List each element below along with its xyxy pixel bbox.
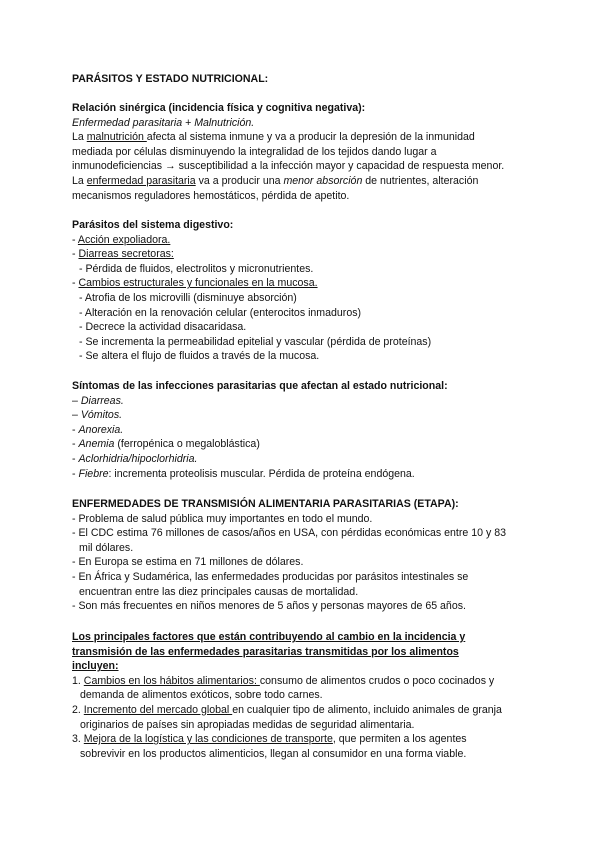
formula-line: Enfermedad parasitaria + Malnutrición. xyxy=(72,116,255,129)
list-item: - En Europa se estima en 71 millones de dólares. xyxy=(72,556,304,569)
numbered-item: 3. Mejora de la logística y las condiciones de transporte, que permiten a los agentes xyxy=(72,733,467,746)
paragraph-line: mediada por células disminuyendo la integralidad de los tejidos dando lugar a xyxy=(72,145,437,158)
page-title: PARÁSITOS Y ESTADO NUTRICIONAL: xyxy=(72,73,269,85)
paragraph-line: La enfermedad parasitaria va a producir una menor absorción de nutrientes, alteración xyxy=(72,174,479,187)
list-item: - Cambios estructurales y funcionales en la mucosa. xyxy=(72,277,318,290)
section-symptoms xyxy=(72,379,532,481)
list-item: - Fiebre: incrementa proteolisis muscular. Pérdida de proteína endógena. xyxy=(72,467,415,480)
list-item: - Diarreas secretoras: xyxy=(72,248,174,261)
sub-list-item: - Se incrementa la permeabilidad epitelial y vascular (pérdida de proteínas) xyxy=(79,335,432,348)
list-item: – Diarreas. xyxy=(72,394,124,407)
list-item: - En África y Sudamérica, las enfermedades producidas por parásitos intestinales se xyxy=(72,570,469,583)
numbered-item: 1. Cambios en los hábitos alimentarios: consumo de alimentos crudos o poco cocinados y xyxy=(72,674,495,687)
section-heading: Parásitos del sistema digestivo: xyxy=(72,219,234,231)
section-synergy xyxy=(72,101,532,203)
section-heading: ENFERMEDADES DE TRANSMISIÓN ALIMENTARIA PARASITARIAS (ETAPA): xyxy=(72,498,459,510)
list-item: - Aclorhidria/hipoclorhidria. xyxy=(72,452,198,465)
sub-list-item: - Se altera el flujo de fluidos a través de la mucosa. xyxy=(79,350,320,363)
numbered-item-continuation: originarios de países sin apropiadas medidas de seguridad alimentaria. xyxy=(80,718,415,731)
list-item: - Anorexia. xyxy=(72,423,124,436)
numbered-item: 2. Incremento del mercado global en cualquier tipo de alimento, incluido animales de granja xyxy=(72,703,502,716)
numbered-item-continuation: demanda de alimentos exóticos, sobre todo carnes. xyxy=(80,689,323,702)
sub-list-item: - Alteración en la renovación celular (enterocitos inmaduros) xyxy=(79,306,362,319)
list-item: – Vómitos. xyxy=(72,409,123,422)
section-heading: Síntomas de las infecciones parasitarias que afectan al estado nutricional: xyxy=(72,380,448,392)
list-item-continuation: encuentran entre las diez principales causas de mortalidad. xyxy=(79,585,359,598)
paragraph-line: mecanismos reguladores hemostáticos, pérdida de apetito. xyxy=(72,189,350,202)
sub-list-item: - Decrece la actividad disacaridasa. xyxy=(79,321,247,334)
section-heading: incluyen: xyxy=(72,660,119,673)
numbered-item-continuation: sobrevivir en los productos alimenticios, llegan al consumidor en una forma viable. xyxy=(80,747,467,760)
sub-list-item: - Atrofia de los microvilli (disminuye absorción) xyxy=(79,291,297,304)
sub-list-item: - Pérdida de fluidos, electrolitos y micronutrientes. xyxy=(79,262,314,275)
list-item: - Acción expoliadora. xyxy=(72,233,171,246)
list-item: - Problema de salud pública muy importantes en todo el mundo. xyxy=(72,512,373,525)
paragraph-line: inmunodeficiencias → susceptibilidad a la infección mayor y capacidad de respuesta menor. xyxy=(72,160,505,173)
section-etapa xyxy=(72,497,532,614)
section-digestive-parasites xyxy=(72,218,532,364)
list-item: - Son más frecuentes en niños menores de 5 años y personas mayores de 65 años. xyxy=(72,600,466,613)
list-item-continuation: mil dólares. xyxy=(79,541,134,554)
section-heading: transmisión de las enfermedades parasitarias transmitidas por los alimentos xyxy=(72,645,459,658)
list-item: - Anemia (ferropénica o megaloblástica) xyxy=(72,438,260,451)
paragraph-line: La malnutrición afecta al sistema inmune y va a producir la depresión de la inmunidad xyxy=(72,131,475,144)
list-item: - El CDC estima 76 millones de casos/años en USA, con pérdidas económicas entre 10 y 83 xyxy=(72,527,506,540)
section-heading: Relación sinérgica (incidencia física y cognitiva negativa): xyxy=(72,102,366,114)
section-heading: Los principales factores que están contribuyendo al cambio en la incidencia y xyxy=(72,631,466,643)
section-factors xyxy=(72,630,532,761)
